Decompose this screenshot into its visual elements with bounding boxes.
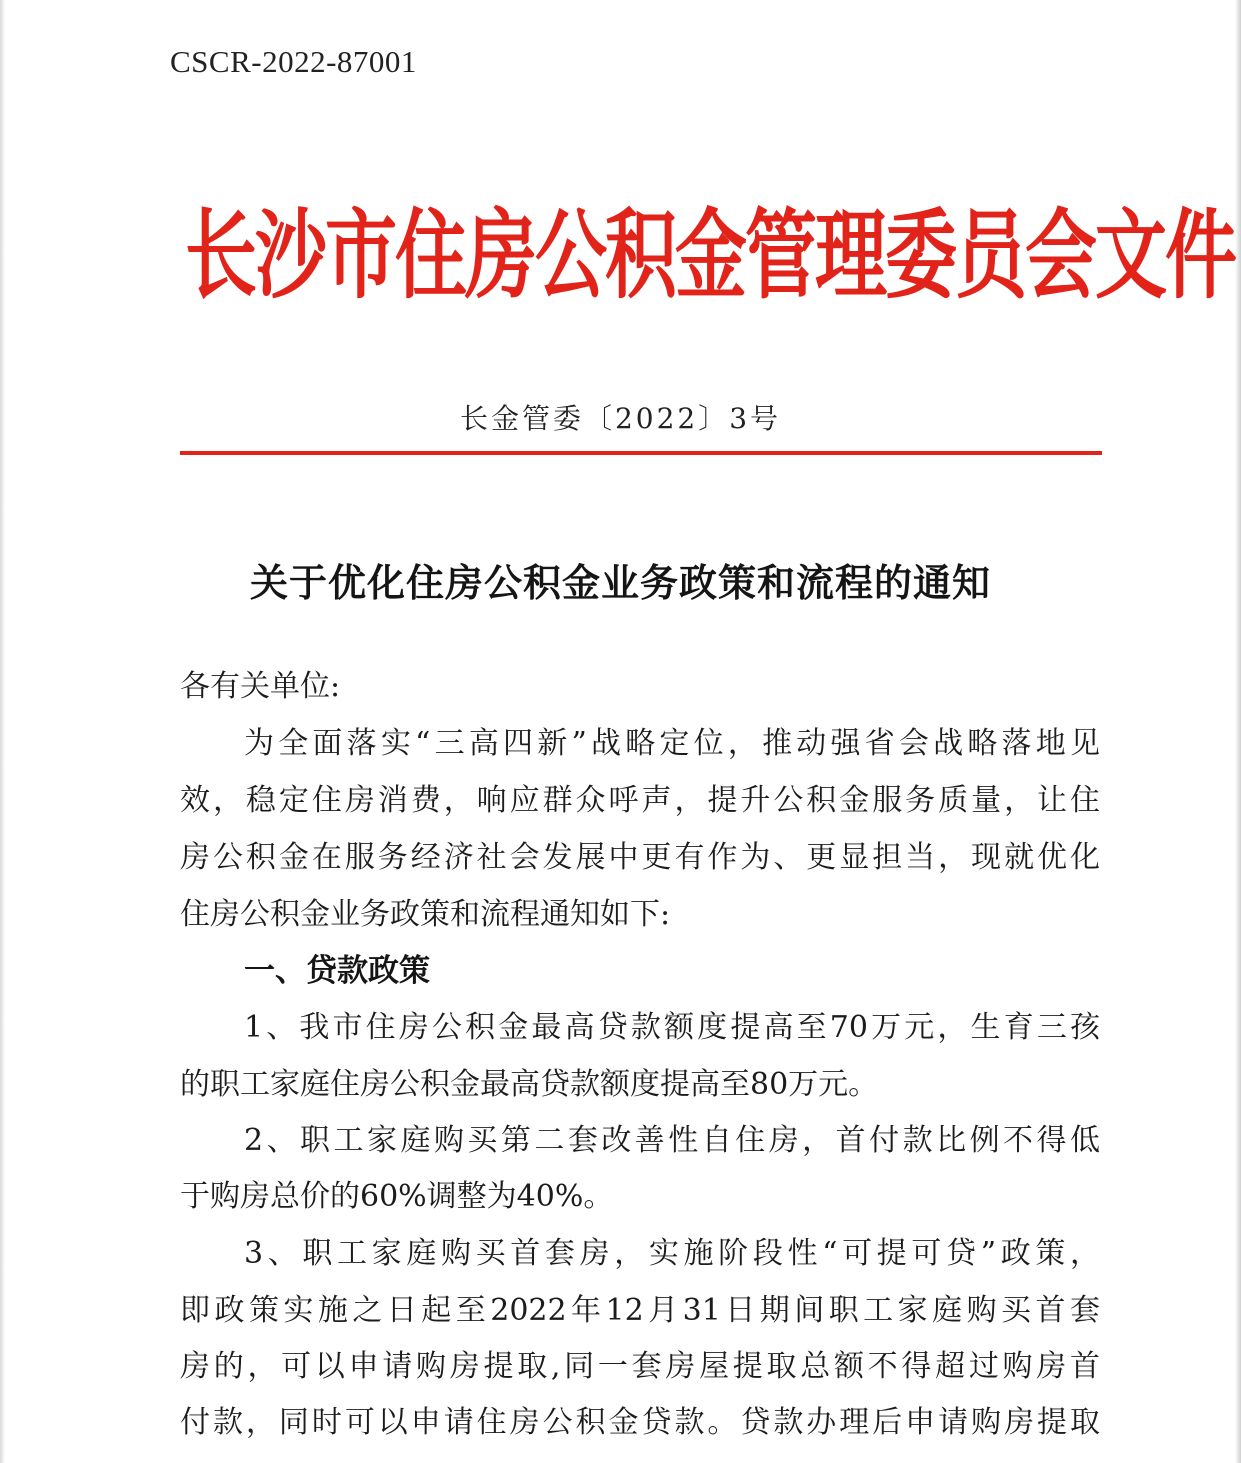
item3-line-1: 3、职工家庭购买首套房，实施阶段性“可提可贷”政策， [244, 1236, 1100, 1271]
section-heading-loan-policy: 一、贷款政策 [244, 953, 430, 989]
intro-line-1: 为全面落实“三高四新”战略定位，推动强省会战略落地见 [244, 726, 1100, 761]
item3-line-3: 房的，可以申请购房提取,同一套房屋提取总额不得超过购房首 [180, 1349, 1100, 1384]
item1-line-2: 的职工家庭住房公积金最高贷款额度提高至80万元。 [180, 1067, 879, 1102]
item2-line-1: 2、职工家庭购买第二套改善性自住房，首付款比例不得低 [244, 1123, 1100, 1158]
red-divider-line [180, 451, 1102, 455]
intro-line-3: 房公积金在服务经济社会发展中更有作为、更显担当，现就优化 [180, 840, 1100, 875]
scan-edge-left [0, 0, 5, 1463]
document-title: 关于优化住房公积金业务政策和流程的通知 [249, 561, 991, 605]
document-code: CSCR-2022-87001 [170, 44, 417, 79]
intro-line-2: 效，稳定住房消费，响应群众呼声，提升公积金服务质量，让住 [180, 783, 1100, 818]
salutation: 各有关单位: [180, 669, 341, 704]
scan-edge-right [1235, 0, 1241, 1463]
masthead-red-header: 长沙市住房公积金管理委员会文件 [185, 198, 1236, 312]
item2-line-2: 于购房总价的60%调整为40%。 [180, 1179, 614, 1214]
item3-line-2: 即政策实施之日起至2022年12月31日期间职工家庭购买首套 [180, 1293, 1100, 1328]
item3-line-4: 付款，同时可以申请住房公积金贷款。贷款办理后申请购房提取 [180, 1405, 1100, 1440]
item1-line-1: 1、我市住房公积金最高贷款额度提高至70万元，生育三孩 [244, 1010, 1100, 1045]
document-number: 长金管委〔2022〕3号 [459, 402, 782, 435]
intro-line-4: 住房公积金业务政策和流程通知如下: [180, 897, 671, 932]
